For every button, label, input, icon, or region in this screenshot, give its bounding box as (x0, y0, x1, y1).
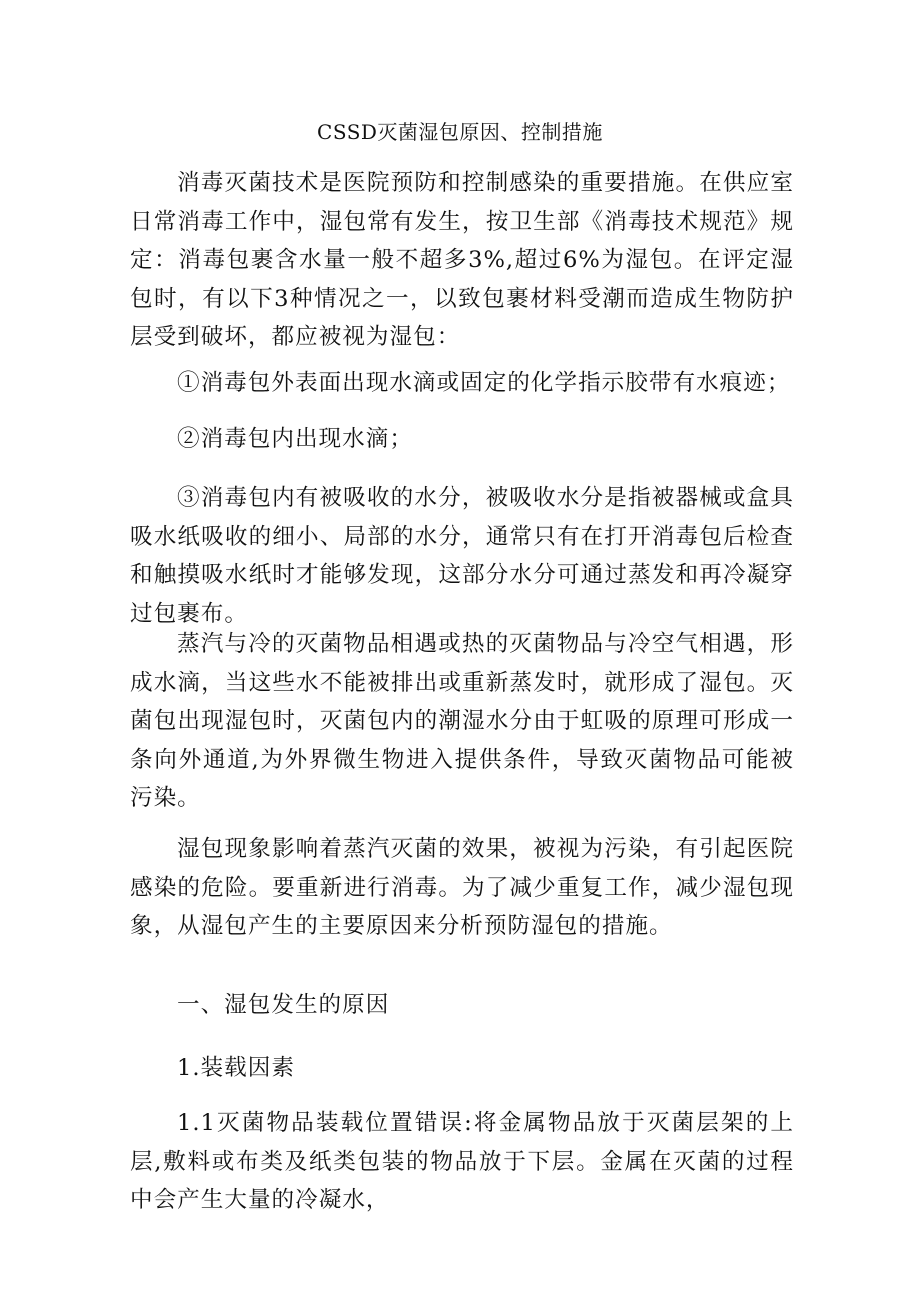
paragraph-condition-1: ①消毒包外表面出现水滴或固定的化学指示胶带有水痕迹； (177, 370, 791, 396)
paragraph-formation: 蒸汽与冷的灭菌物品相遇或热的灭菌物品与冷空气相遇，形成水滴，当这些水不能被排出或重新蒸发时，就形成了湿包。灭菌包出现湿包时，灭菌包内的潮湿水分由于虹吸的原理可形成一条向外通道,为外界微生物进入提供条件，导致灭菌物品可能被污染。 (130, 631, 794, 811)
section-heading-causes: 一、湿包发生的原因 (177, 992, 390, 1018)
paragraph-condition-2: ②消毒包内出现水滴； (177, 426, 413, 452)
paragraph-loading-position: 1.1灭菌物品装载位置错误:将金属物品放于灭菌层架的上层,敷料或布类及纸类包装的物品放于下层。金属在灭菌的过程中会产生大量的冷凝水， (130, 1110, 794, 1213)
paragraph-condition-3: ③消毒包内有被吸收的水分，被吸收水分是指被器械或盒具吸水纸吸收的细小、局部的水分，通常只有在打开消毒包后检查和触摸吸水纸时才能够发现，这部分水分可通过蒸发和再冷凝穿过包裹布。 (130, 485, 794, 627)
document-title: CSSD灭菌湿包原因、控制措施 (317, 120, 603, 144)
subsection-heading-loading: 1.装载因素 (177, 1055, 295, 1081)
paragraph-impact: 湿包现象影响着蒸汽灭菌的效果，被视为污染，有引起医院感染的危险。要重新进行消毒。为了减少重复工作，减少湿包现象，从湿包产生的主要原因来分析预防湿包的措施。 (130, 836, 794, 939)
paragraph-intro: 消毒灭菌技术是医院预防和控制感染的重要措施。在供应室日常消毒工作中，湿包常有发生，按卫生部《消毒技术规范》规定：消毒包裹含水量一般不超多3%,超过6%为湿包。在评定湿包时，有以下3种情况之一，以致包裹材料受潮而造成生物防护层受到破坏，都应被视为湿包： (130, 170, 794, 350)
